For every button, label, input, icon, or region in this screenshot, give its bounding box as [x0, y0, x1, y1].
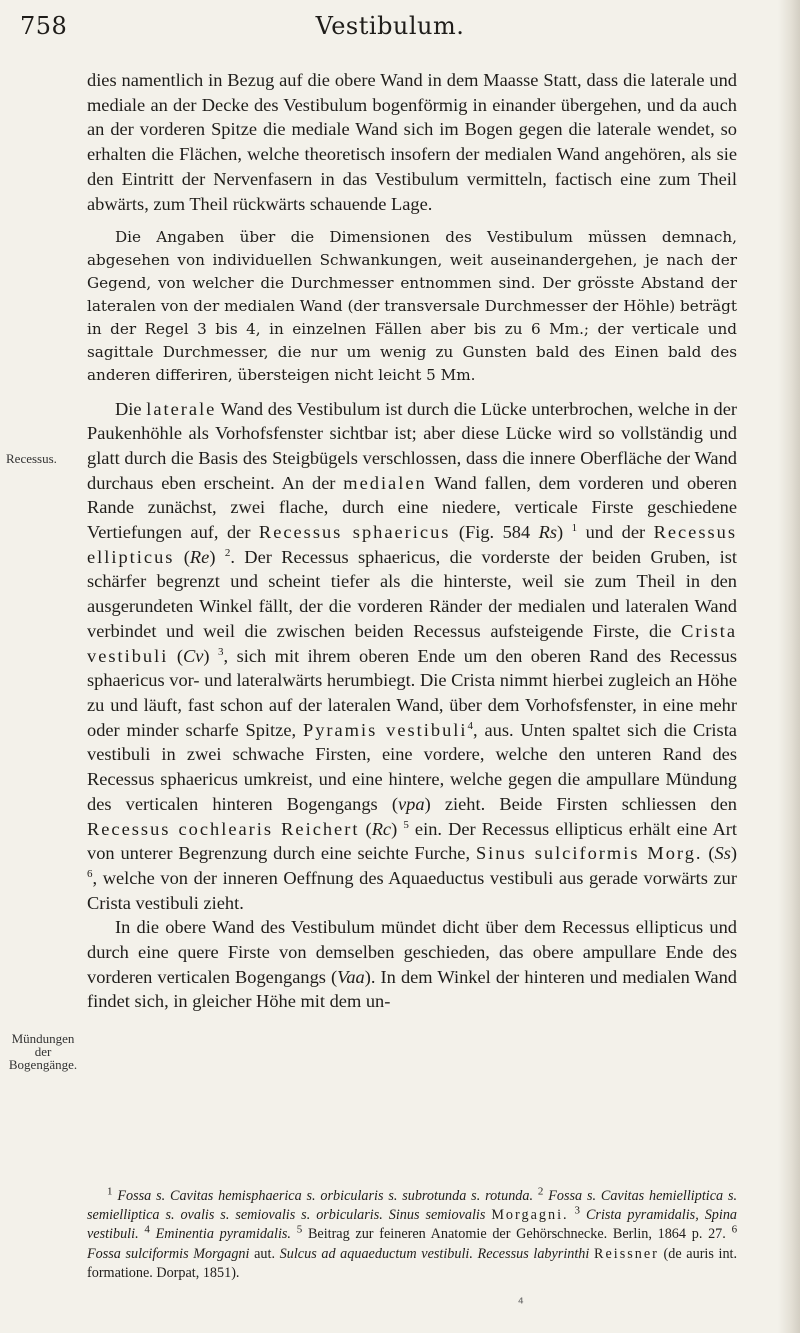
margin-note-muendungen: Mündungen der Bogengänge. [8, 1031, 78, 1072]
page-header [20, 10, 760, 42]
paragraph-3: Die laterale Wand des Vestibulum ist durch die Lücke unterbrochen, welche in der Paukenhöhle als Vorhofsfenster sichtbar ist; aber diese Lücke wird so vollständig und glatt durch die Basis des Steigbügels verschlossen, dass die innere Oberfläche der Wand durchaus eben erscheint. An der medialen Wand fallen, dem vorderen und oberen Rande zunächst, zwei flache, durch eine niedere, verticale Firste geschiedene Vertiefungen auf, der Recessus sphaericus (Fig. 584 Rs) $^1$ und der Recessus ellipticus (Re) $^2$. Der Recessus sphaericus, die vorderste der beiden Gruben, ist schärfer begrenzt und scheint tiefer als die hinterste, weil sie zum Theil in den ausgerundeten Winkel fällt, der die vorderen Ränder der medialen und lateralen Wand verbindet und weil die zwischen beiden Recessus aufsteigende Firste, die Crista vestibuli (Cv) $^3$, sich mit ihrem oberen Ende um den oberen Rand des Recessus sphaericus vor- und lateralwärts herumbiegt. Die Crista nimmt hierbei zugleich an Höhe zu und läuft, fast schon auf der lateralen Wand, über dem Vorhofsfenster, in eine mehr oder minder scharfe Spitze, Pyramis vestibuli$^4$, aus. Unten spaltet sich die Crista vestibuli in zwei schwache Firsten, eine vordere, welche den unteren Rand des Recessus sphaericus umkreist, und eine hintere, welche gegen die ampullare Mündung des verticalen hinteren Bogengangs (vpa) zieht. Beide Firsten schliessen den Recessus cochlearis Reichert (Rc) $^5$ ein. Der Recessus ellipticus erhält eine Art von unterer Begrenzung durch eine seichte Furche, Sinus sulciformis Morg. (Ss) $^6$, welche von der inneren Oeffnung des Aquaeductus vestibuli aus gerade vorwärts zur Crista vestibuli zieht. [87, 398, 737, 913]
paragraph-2: Die Angaben über die Dimensionen des Vestibulum müssen demnach, abgesehen von individuellen Schwankungen, weit auseinandergehen, je nach der Gegend, von welcher die Durchmesser entnommen sind. Der grösste Abstand der lateralen von der medialen Wand (der transversale Durchmesser der Höhle) beträgt in der Regel 3 bis 4, in einzelnen Fällen aber bis zu 6 Mm.; der verticale und sagittale Durchmesser, die nur um wenig zu Gunsten bald des Einen bald des anderen differiren, übersteigen nicht leicht 5 Mm. [87, 228, 737, 384]
footnotes [87, 1187, 737, 1283]
footnote-4: Eminentia pyramidalis. [155, 1226, 291, 1243]
term-pyramis-vestibuli: Pyramis vestibuli [302, 719, 468, 740]
bottom-mark: ⁴ [518, 1296, 524, 1312]
footnote-1: Fossa s. Cavitas hemisphaerica s. orbicularis s. subrotunda s. rotunda. [117, 1188, 534, 1204]
paragraph-4: In die obere Wand des Vestibulum mündet dicht über dem Recessus ellipticus und durch eine quere Firste von demselben geschieden, das obere ampullare Ende des vorderen verticalen Bogengangs (Vaa). In dem Winkel der hinteren und medialen Wand findet sich, in gleicher Höhe mit dem un- [87, 917, 737, 1012]
margin-note-recessus: Recessus. [6, 451, 57, 466]
footnote-3: Crista pyramidalis, Spina vestibuli. [87, 1207, 738, 1243]
footnote-block: $^1$ Fossa s. Cavitas hemisphaerica s. orbicularis s. subrotunda s. rotunda. $^2$ Fossa s. Cavitas hemielliptica s. semielliptica s. ovalis s. semiovalis s. orbicularis. Sinus semiovalis Morgagni. $^3$ Crista pyramidalis, Spina vestibuli. $^4$ Eminentia pyramidalis. $^5$ Beitrag zur feineren Anatomie der Gehörschnecke. Berlin, 1864 p. 27. $^6$ Fossa sulciformis Morgagni aut. Sulcus ad aquaeductum vestibuli. Recessus labyrinthi Reissner (de auris int. formatione. Dorpat, 1851). [87, 1185, 738, 1281]
term-recessus-sphaericus: Recessus sphaericus [258, 522, 451, 543]
running-head: Vestibulum. [315, 12, 465, 40]
term-crista-vestibuli: Crista vestibuli [87, 620, 737, 666]
body-text [87, 68, 737, 1014]
term-sinus-sulciformis: Sinus sulciformis Morg. [475, 843, 703, 864]
page-edge-shadow [778, 0, 800, 1333]
footnote-6: Fossa sulciformis Morgagni [87, 1245, 250, 1262]
term-medialen: medialen [343, 472, 427, 493]
term-laterale: laterale [146, 398, 217, 419]
footnote-5: Beitrag zur feineren Anatomie der Gehörschnecke. Berlin, 1864 p. 27. [307, 1226, 726, 1243]
term-recessus-cochlearis: Recessus cochlearis Reichert [87, 818, 360, 839]
page-number: 758 [20, 12, 68, 40]
paragraph-1: dies namentlich in Bezug auf die obere Wand in dem Maasse Statt, dass die laterale und mediale an der Decke des Vestibulum bogenförmig in einander übergehen, und da auch an der vorderen Spitze die mediale Wand sich im Bogen gegen die laterale wendet, so erhalten die Flächen, welche theoretisch insofern der medialen Wand angehören, als sie den Eintritt der Nervenfasern in das Vestibulum vermitteln, factisch eine zum Theil abwärts, zum Theil rückwärts schauende Lage. [87, 70, 737, 214]
footnote-2: Fossa s. Cavitas hemielliptica s. semielliptica s. ovalis s. semiovalis s. orbicularis. Sinus semiovalis [87, 1188, 738, 1224]
term-recessus-ellipticus: Recessus ellipticus [87, 522, 737, 567]
